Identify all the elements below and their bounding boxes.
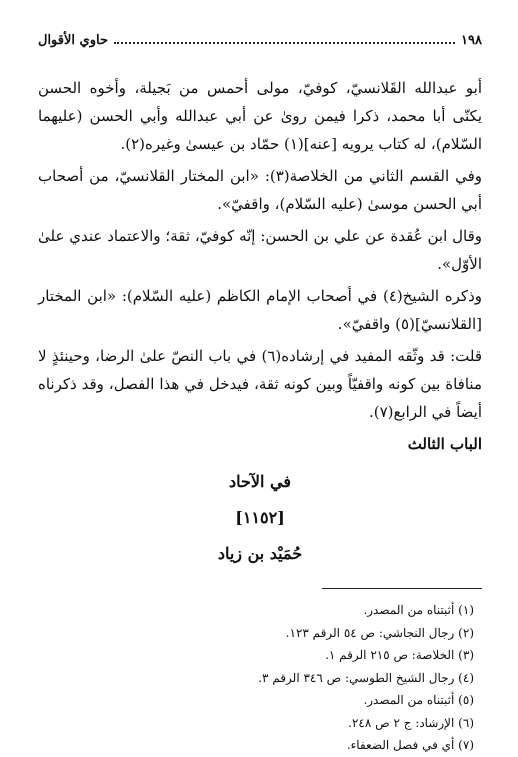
main-text xyxy=(38,74,482,458)
entry-name: حُمَيْد بن زياد xyxy=(217,544,303,563)
paragraph: قلت: قد وثّقه المفيد في إرشاده(٦) في باب النصّ علىٰ الرضا، وحينئذٍ لا منافاة بين كونه واقفيّاً وبين كونه ثقة، فيدخل في هذا الفصل، وقد ذكرناه أيضاً في الرابع(٧). xyxy=(38,347,482,421)
footnote: (٤) رجال الشيخ الطوسي: ص ٣٤٦ الرقم ٣. xyxy=(258,670,474,685)
header-dot-leader xyxy=(114,42,455,44)
paragraph: وفي القسم الثاني من الخلاصة(٣): «ابن المختار القلانسيّ، من أصحاب أبي الحسن موسىٰ (عليه السّلام)، واقفيّ». xyxy=(38,167,482,213)
paragraph: وذكره الشيخ(٤) في أصحاب الإمام الكاظم (عليه السّلام): «ابن المختار [القلانسيّ](٥) واقفيّ». xyxy=(38,287,482,333)
footnotes-divider xyxy=(322,588,482,589)
footnote: (٥) أثبتناه من المصدر. xyxy=(363,693,474,707)
section-title: في الآحاد xyxy=(228,472,291,491)
footnote: (١) أثبتناه من المصدر. xyxy=(363,603,474,617)
book-title: حاوي الأقوال xyxy=(38,33,108,48)
paragraph: أبو عبدالله القَلانسيّ، كوفيّ، مولى أحمس من بَجيلة، وأخوه الحسن يكنّى أبا محمد، ذكرا فيمن روىٰ عن أبي عبدالله وأبي الحسن (عليهما السّلام)، له كتاب يرويه [عنه](١) حمّاد بن عيسىٰ وغيره(٢). xyxy=(38,79,482,153)
running-header xyxy=(38,30,482,52)
footnote: (٣) الخلاصة: ص ٢١٥ الرقم ١. xyxy=(325,648,474,662)
chapter-heading: الباب الثالث xyxy=(407,435,482,453)
footnote: (٧) أي في فصل الضعفاء. xyxy=(346,738,474,752)
paragraph: وقال ابن عُقدة عن علي بن الحسن: إنّه كوفيّ، ثقة؛ والاعتماد عندي علىٰ الأوّل». xyxy=(38,227,482,273)
footnotes xyxy=(38,599,482,757)
footnote: (٦) الإرشاد: ج ٢ ص ٢٤٨. xyxy=(348,715,474,730)
entry-number: [١١٥٢] xyxy=(235,508,285,527)
page-number: ١٩٨ xyxy=(461,33,482,48)
entry-heading-block xyxy=(38,464,482,572)
footnote: (٢) رجال النجاشي: ص ٥٤ الرقم ١٢٣. xyxy=(285,625,474,640)
